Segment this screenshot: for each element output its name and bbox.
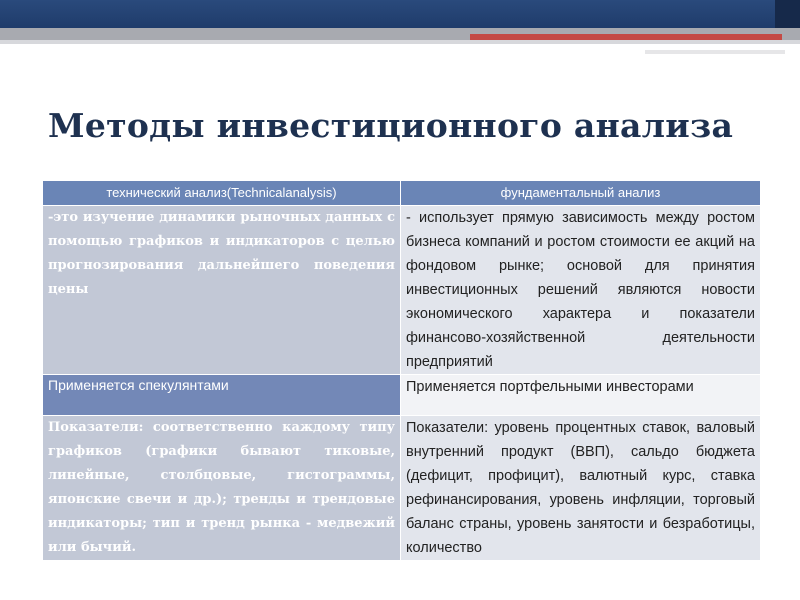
cell-technical-definition: -это изучение динамики рыночных данных с помощью графиков и индикаторов с целью прогнозирования дальнейшего поведения цены bbox=[43, 206, 401, 375]
header-band-corner bbox=[775, 0, 800, 30]
cell-technical-indicators: Показатели: соответственно каждому типу графиков (графики бывают тиковые, линейные, столбцовые, гистограммы, японские свечи и др.); тренды и трендовые индикаторы; тип и тренд рынка - медвежий или бычий. bbox=[43, 416, 401, 561]
header-fundamental-analysis: фундаментальный анализ bbox=[401, 181, 761, 206]
table-row bbox=[43, 416, 761, 561]
cell-fundamental-indicators: Показатели: уровень процентных ставок, валовый внутренний продукт (ВВП), сальдо бюджета (дефицит, профицит), валютный курс, ставка рефинансирования, уровень инфляции, торговый баланс страны, уровень занятости и безработицы, количество bbox=[401, 416, 761, 561]
header-band-navy bbox=[0, 0, 775, 28]
header-technical-analysis: технический анализ(Technicalanalysis) bbox=[43, 181, 401, 206]
table-row bbox=[43, 375, 761, 416]
table-header-row bbox=[43, 181, 761, 206]
comparison-table-container bbox=[42, 180, 760, 600]
slide-title: Методы инвестиционного анализа bbox=[48, 106, 734, 145]
cell-fundamental-users: Применяется портфельными инвесторами bbox=[401, 375, 761, 416]
header-band-pale bbox=[0, 40, 800, 44]
comparison-table bbox=[42, 180, 760, 561]
cell-technical-users: Применяется спекулянтами bbox=[43, 375, 401, 416]
cell-fundamental-definition: - использует прямую зависимость между ростом бизнеса компаний и ростом стоимости ее акций на фондовом рынке; основой для принятия инвестиционных решений являются новости экономического характера и показатели финансово-хозяйственной деятельности предприятий bbox=[401, 206, 761, 375]
table-row bbox=[43, 206, 761, 375]
header-band-white bbox=[645, 50, 785, 54]
